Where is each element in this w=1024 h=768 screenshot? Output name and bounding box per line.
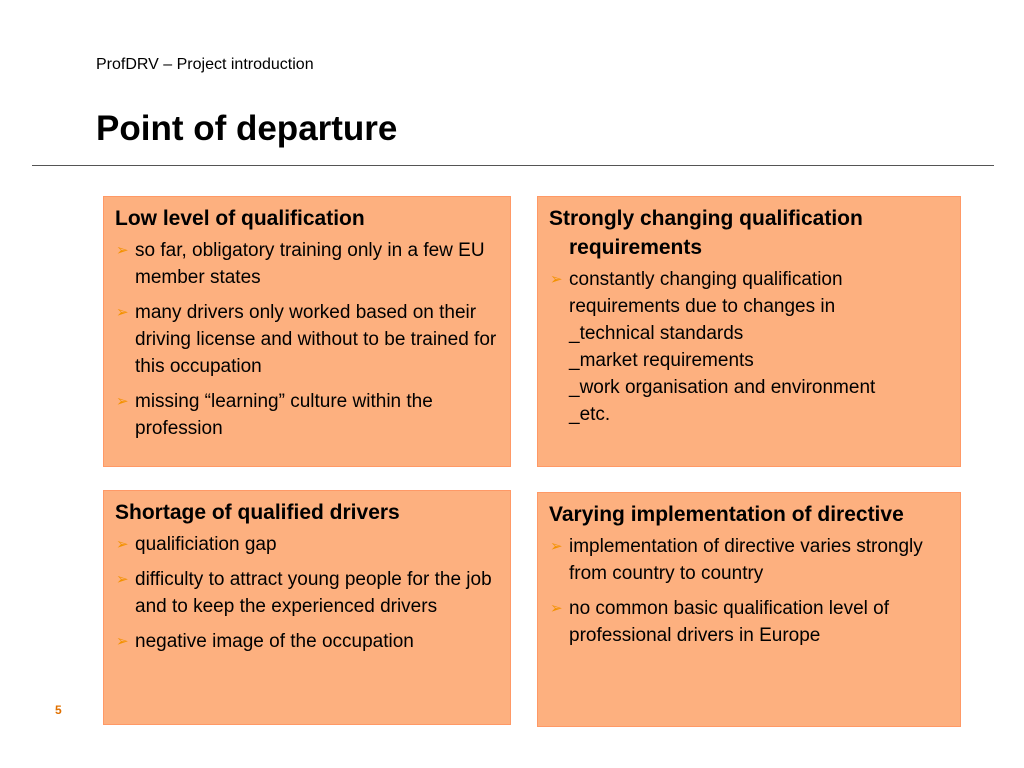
bullet-text: negative image of the occupation (135, 631, 414, 652)
arrow-bullet-icon: ➢ (116, 393, 129, 410)
arrow-bullet-icon: ➢ (116, 304, 129, 321)
bullet-text: qualificiation gap (135, 534, 277, 555)
bullet-text: many drivers only worked based on their driving license and without to be trained for this occupation (135, 302, 497, 377)
arrow-bullet-icon: ➢ (116, 633, 129, 650)
box-low-level-of-qualification (102, 195, 512, 468)
box-shortage-of-qualified-drivers (102, 489, 512, 726)
bullet-text: no common basic qualification level of professional drivers in Europe (569, 598, 890, 646)
bullet-text: implementation of directive varies strongly from country to country (569, 536, 923, 584)
box-heading: Varying implementation of directive (549, 503, 904, 526)
box-heading: Low level of qualification (115, 207, 365, 230)
presentation-subtitle: ProfDRV – Project introduction (96, 56, 314, 73)
bullet-item (115, 531, 497, 558)
box-heading: Strongly changing qualification requirements (549, 207, 863, 259)
bullet-item (115, 237, 497, 291)
arrow-bullet-icon: ➢ (116, 242, 129, 259)
slide-title: Point of departure (96, 109, 398, 148)
arrow-bullet-icon: ➢ (116, 536, 129, 553)
bullet-item (549, 533, 947, 587)
sub-line: _work organisation and environment (569, 377, 876, 398)
sub-line: _market requirements (569, 350, 754, 371)
bullet-item (549, 266, 947, 428)
bullet-list (549, 533, 947, 649)
bullet-item (115, 388, 497, 442)
arrow-bullet-icon: ➢ (550, 271, 563, 288)
bullet-item (549, 595, 947, 649)
page-number: 5 (55, 703, 62, 717)
box-heading: Shortage of qualified drivers (115, 501, 400, 524)
bullet-item (115, 299, 497, 380)
bullet-text: difficulty to attract young people for the job and to keep the experienced drivers (135, 569, 492, 617)
arrow-bullet-icon: ➢ (550, 538, 563, 555)
bullet-text: missing “learning” culture within the profession (135, 391, 433, 439)
sub-line: _technical standards (569, 323, 744, 344)
bullet-text: so far, obligatory training only in a few EU member states (135, 240, 485, 288)
title-divider (32, 165, 994, 166)
arrow-bullet-icon: ➢ (550, 600, 563, 617)
bullet-item (115, 566, 497, 620)
bullet-text: constantly changing qualification requirements due to changes in (569, 269, 843, 317)
box-strongly-changing-requirements (536, 195, 962, 468)
box-varying-implementation (536, 491, 962, 728)
bullet-item (115, 628, 497, 655)
sub-line: _etc. (569, 404, 611, 425)
bullet-list (115, 237, 497, 442)
arrow-bullet-icon: ➢ (116, 571, 129, 588)
bullet-list (549, 266, 947, 428)
bullet-list (115, 531, 497, 655)
